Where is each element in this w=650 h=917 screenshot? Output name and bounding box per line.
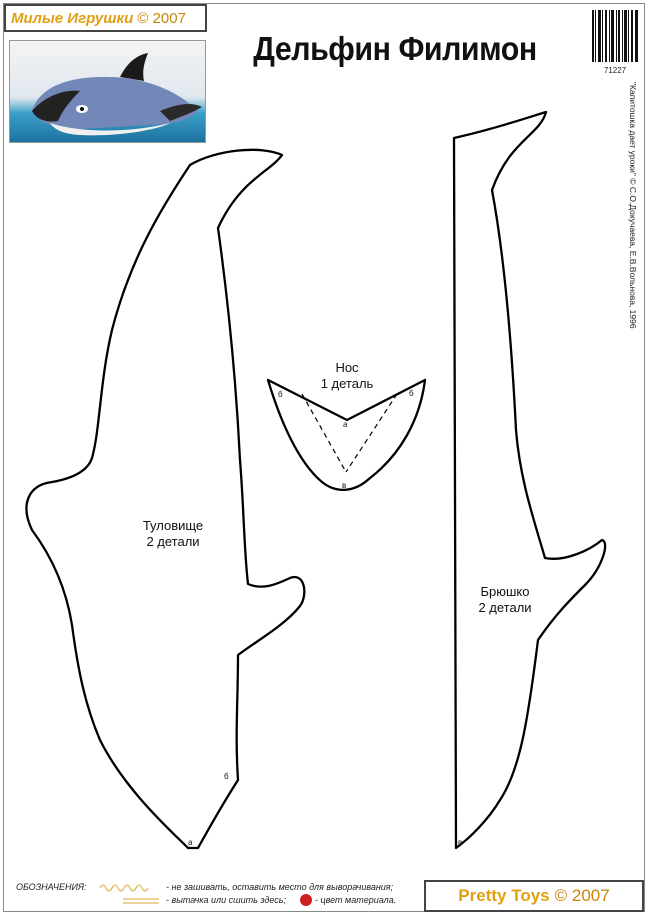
belly-count: 2 детали	[478, 600, 532, 615]
belly-label	[460, 584, 550, 616]
legend-color: - цвет материала.	[315, 895, 397, 905]
belly-pattern-outline	[454, 112, 605, 848]
brand-year-bottom: © 2007	[554, 886, 610, 905]
nose-name: Нос	[335, 360, 359, 375]
nose-pattern-outline	[268, 380, 425, 490]
brand-name: Милые Игрушки	[11, 9, 134, 27]
nose-label	[300, 360, 394, 392]
body-count: 2 детали	[146, 534, 200, 549]
belly-mark-v: в	[458, 838, 463, 847]
body-mark-a: а	[188, 838, 193, 847]
body-mark-b: б	[224, 772, 229, 781]
body-label	[118, 518, 228, 550]
body-pattern-outline	[26, 150, 304, 848]
nose-mark-b-left: б	[278, 390, 283, 399]
belly-name: Брюшко	[480, 584, 530, 599]
barcode-number: 71227	[603, 66, 627, 75]
side-credit-text: "Капитошка дает уроки" © С.О.Докучаева, Е.В.Вольнова, 1996	[628, 82, 638, 329]
nose-mark-a: а	[343, 420, 348, 429]
legend-heading: ОБОЗНАЧЕНИЯ:	[16, 882, 87, 892]
brand-logo-bottom	[424, 880, 644, 912]
body-name: Туловище	[142, 518, 204, 533]
nose-count: 1 деталь	[320, 376, 374, 391]
legend-dart: - вытачка или сшить здесь;	[166, 895, 287, 905]
nose-dart-left	[302, 394, 346, 472]
brand-year: © 2007	[137, 9, 186, 27]
legend	[14, 876, 424, 912]
brand-name-bottom: Pretty Toys	[458, 886, 550, 905]
nose-mark-v: в	[342, 481, 347, 490]
nose-mark-b-right: б	[409, 389, 414, 398]
legend-opening: - не зашивать, оставить место для выворачивания;	[166, 882, 394, 892]
page-title: Дельфин Филимон	[253, 30, 537, 67]
